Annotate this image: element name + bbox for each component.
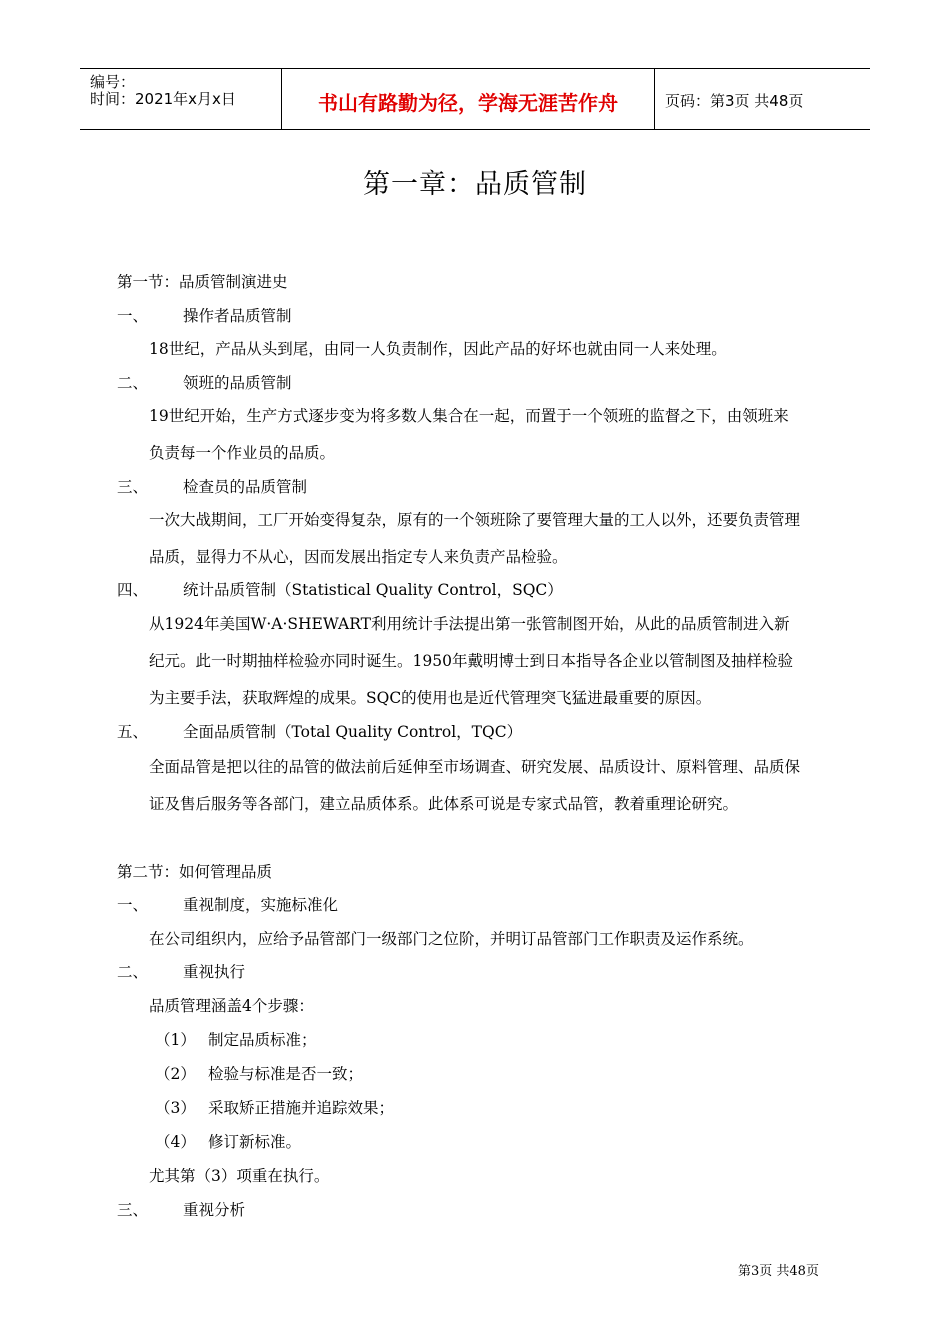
list-marker: 二、 [117, 374, 149, 392]
paragraph-line: 为主要手法，获取辉煌的成果。SQC的使用也是近代管理突飞猛进最重要的原因。 [149, 689, 712, 707]
header-divider [654, 69, 655, 129]
paragraph-line: 证及售后服务等各部门，建立品质体系。此体系可说是专家式品管，教着重理论研究。 [149, 795, 739, 813]
paragraph-line: 全面品管是把以往的品管的做法前后延伸至市场调查、研究发展、品质设计、原料管理、品质保 [149, 758, 801, 776]
step-number: （3） [155, 1099, 196, 1117]
header-time: 时间：2021年x月x日 [90, 90, 236, 108]
item-heading: 全面品质管制（Total Quality Control，TQC） [183, 723, 523, 741]
item-heading: 重视执行 [183, 963, 246, 981]
paragraph-line: 尤其第（3）项重在执行。 [149, 1167, 330, 1185]
section-title: 第二节：如何管理品质 [117, 863, 273, 881]
list-marker: 一、 [117, 307, 149, 325]
list-marker: 三、 [117, 1201, 149, 1219]
paragraph-line: 18世纪，产品从头到尾，由同一人负责制作，因此产品的好坏也就由同一人来处理。 [149, 340, 727, 358]
step-number: （1） [155, 1031, 196, 1049]
item-heading: 操作者品质管制 [183, 307, 292, 325]
section-title: 第一节：品质管制演进史 [117, 273, 288, 291]
header-page-number: 页码：第3页 共48页 [665, 92, 804, 110]
list-marker: 四、 [117, 581, 149, 599]
list-marker: 五、 [117, 723, 149, 741]
list-marker: 二、 [117, 963, 149, 981]
header-number: 编号： [90, 73, 136, 91]
paragraph-line: 一次大战期间，工厂开始变得复杂，原有的一个领班除了要管理大量的工人以外，还要负责管理 [149, 511, 801, 529]
page-header [80, 68, 870, 130]
step-number: （4） [155, 1133, 196, 1151]
paragraph-line: 在公司组织内，应给予品管部门一级部门之位阶，并明订品管部门工作职责及运作系统。 [149, 930, 754, 948]
paragraph-line: 19世纪开始，生产方式逐步变为将多数人集合在一起，而置于一个领班的监督之下，由领班来 [149, 407, 789, 425]
step-text: 检验与标准是否一致； [208, 1065, 364, 1083]
item-heading: 重视制度，实施标准化 [183, 896, 339, 914]
paragraph-line: 负责每一个作业员的品质。 [149, 444, 336, 462]
step-text: 制定品质标准； [208, 1031, 317, 1049]
item-heading: 重视分析 [183, 1201, 246, 1219]
list-marker: 一、 [117, 896, 149, 914]
item-heading: 统计品质管制（Statistical Quality Control，SQC） [183, 581, 563, 599]
step-text: 采取矫正措施并追踪效果； [208, 1099, 395, 1117]
list-marker: 三、 [117, 478, 149, 496]
step-number: （2） [155, 1065, 196, 1083]
header-motto: 书山有路勤为径，学海无涯苦作舟 [318, 91, 618, 115]
paragraph-line: 品质管理涵盖4个步骤： [149, 997, 314, 1015]
item-heading: 领班的品质管制 [183, 374, 292, 392]
paragraph-line: 从1924年美国W·A·SHEWART利用统计手法提出第一张管制图开始，从此的品质管制进入新 [149, 615, 790, 633]
chapter-title: 第一章：品质管制 [363, 169, 587, 200]
step-text: 修订新标准。 [208, 1133, 302, 1151]
paragraph-line: 纪元。此一时期抽样检验亦同时诞生。1950年戴明博士到日本指导各企业以管制图及抽样检验 [149, 652, 793, 670]
page-footer: 第3页 共48页 [738, 1264, 819, 1279]
item-heading: 检查员的品质管制 [183, 478, 308, 496]
paragraph-line: 品质，显得力不从心，因而发展出指定专人来负责产品检验。 [149, 548, 568, 566]
